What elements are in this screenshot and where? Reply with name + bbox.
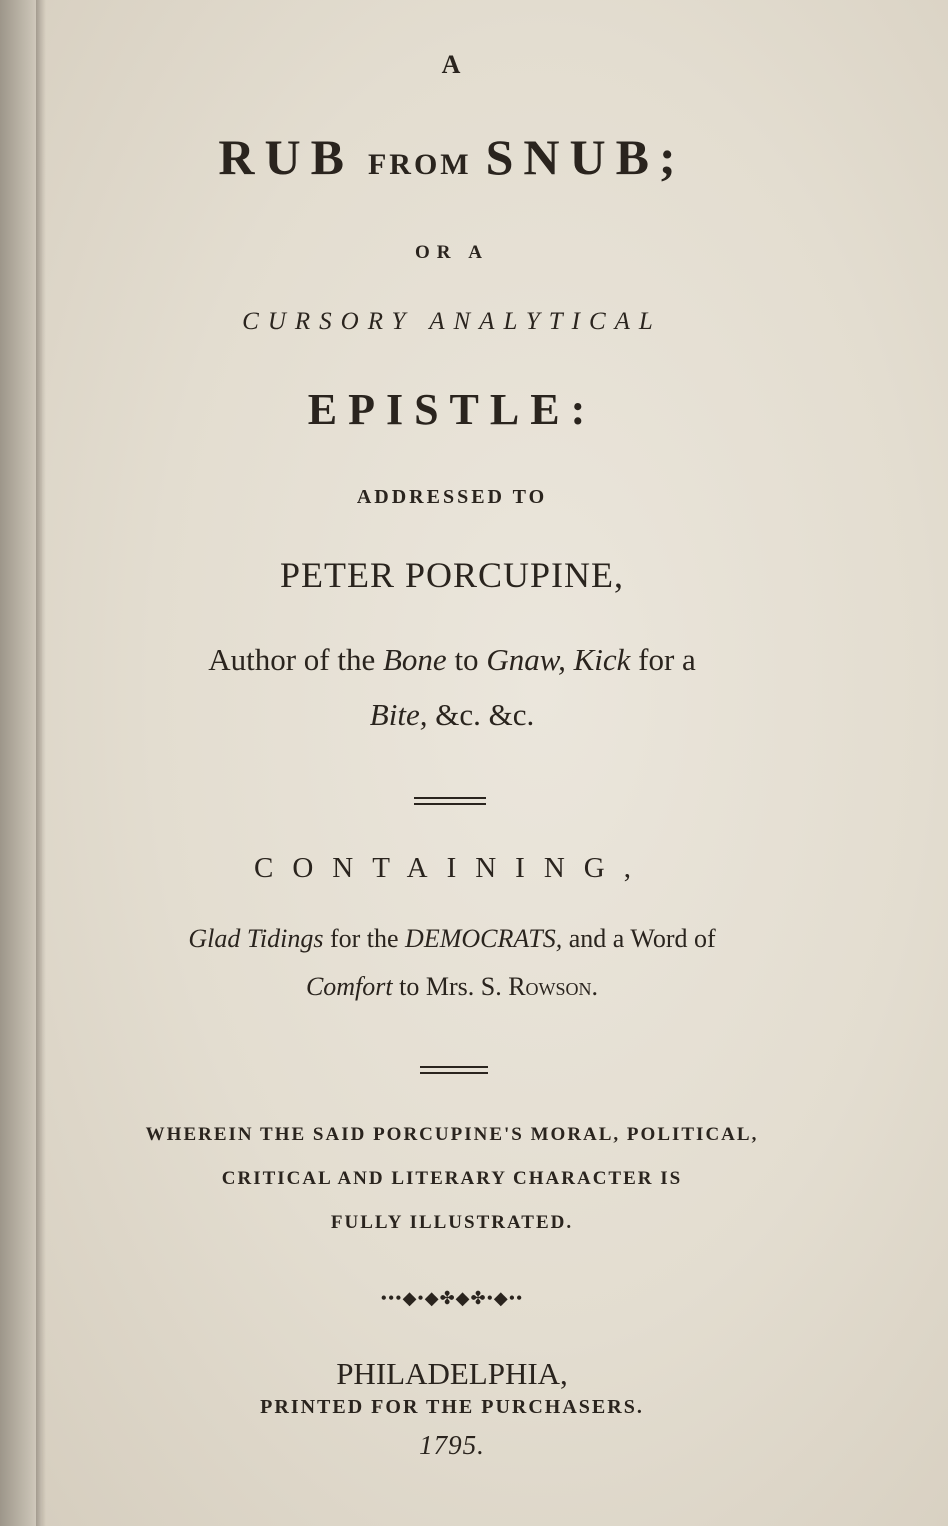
double-rule-2-bottom — [420, 1072, 488, 1074]
addressee-name: PETER PORCUPINE, — [279, 555, 625, 595]
comfort: Comfort — [305, 972, 393, 1001]
imprint-year: 1795. — [419, 1430, 485, 1460]
wherein-line-1: WHEREIN THE SAID PORCUPINE'S MORAL, POLITICAL, — [145, 1124, 759, 1145]
glad-tidings: Glad Tidings — [188, 924, 324, 953]
main-title — [42, 128, 862, 186]
author-prefix: Author of the — [208, 642, 376, 677]
author-works-line-1 — [42, 642, 862, 678]
printers-ornament: •••◆•◆✤◆✤•◆•• — [380, 1288, 524, 1308]
work-bone: Bone — [382, 642, 447, 677]
wherein-line-2: CRITICAL AND LITERARY CHARACTER IS — [221, 1168, 683, 1189]
title-word-snub: SNUB; — [485, 129, 686, 185]
contents-line-2 — [42, 972, 862, 1002]
or-a-line: OR A — [415, 242, 489, 263]
subtitle-epistle: EPISTLE: — [307, 385, 597, 434]
title-word-from: FROM — [367, 148, 472, 181]
containing-heading: CONTAINING, — [254, 852, 650, 884]
democrats: DEMOCRATS, — [405, 924, 563, 953]
double-rule-1-bottom — [414, 803, 486, 805]
imprint-city: PHILADELPHIA, — [336, 1356, 568, 1391]
double-rule-1-top — [414, 797, 486, 799]
double-rule-2-top — [420, 1066, 488, 1068]
work-for-a: for a — [638, 642, 696, 677]
book-spine-shadow — [0, 0, 40, 1526]
work-kick: Kick — [573, 642, 631, 677]
subtitle-cursory-analytical: CURSORY ANALYTICAL — [242, 308, 662, 335]
to-mrs-s: to Mrs. S. — [399, 972, 502, 1001]
etc-text: &c. &c. — [435, 697, 535, 732]
title-word-rub: RUB — [218, 129, 354, 185]
contents-line-1 — [42, 924, 862, 954]
work-to: to — [454, 642, 479, 677]
work-bite: Bite, — [369, 697, 428, 732]
rowson: Rowson. — [508, 972, 599, 1001]
and-a-word-of: and a Word of — [568, 924, 716, 953]
author-works-line-2 — [42, 697, 862, 733]
imprint-printer: PRINTED FOR THE PURCHASERS. — [260, 1396, 644, 1418]
work-gnaw: Gnaw, — [486, 642, 566, 677]
for-the: for the — [329, 924, 399, 953]
addressed-to-line: ADDRESSED TO — [356, 486, 548, 508]
wherein-line-3: FULLY ILLUSTRATED. — [330, 1212, 574, 1233]
title-article: A — [441, 50, 463, 79]
